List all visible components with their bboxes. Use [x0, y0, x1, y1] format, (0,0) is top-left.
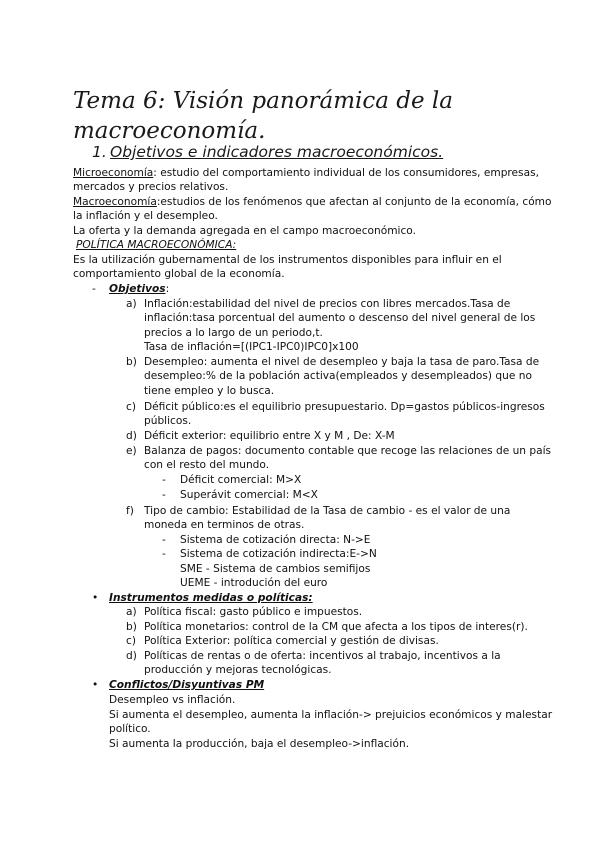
politica-def: Es la utilización gubernamental de los instrumentos disponibles para influir en el [73, 254, 502, 266]
list-item-line: tiene empleo y lo busca. [144, 385, 275, 397]
sub-item: Déficit comercial: M>X [180, 474, 302, 486]
list-marker: a) [126, 298, 137, 310]
list-marker: e) [126, 445, 137, 457]
conflictos-line: político. [109, 723, 151, 735]
politica-def-2: comportamiento global de la economía. [73, 268, 285, 280]
list-marker: b) [126, 621, 137, 633]
section-heading-text: Objetivos e indicadores macroeconómicos. [110, 143, 444, 161]
micro-line [73, 166, 539, 180]
list-item-line: Inflación:estabilidad del nivel de precios con libres mercados.Tasa de [144, 298, 511, 310]
politica-label: POLÍTICA MACROECONÓMICA: [76, 239, 237, 251]
instrumentos-bullet: • [92, 592, 99, 604]
list-marker: b) [126, 356, 137, 368]
conflictos-label: Conflictos/Disyuntivas PM [109, 679, 265, 691]
micro-term: Microeconomía [73, 167, 154, 179]
list-item-line: desempleo:% de la población activa(empleados y desempleados) que no [144, 370, 532, 382]
micro-line-2: mercados y precios relativos. [73, 181, 229, 193]
list-item-line: inflación:tasa porcentual del aumento o descenso del nivel general de los [144, 312, 536, 324]
sub-dash: - [162, 534, 166, 546]
objetivos-heading [109, 282, 169, 296]
sub-item: Sistema de cotización directa: N->E [180, 534, 371, 546]
list-item-line: producción y mejoras tecnológicas. [144, 664, 332, 676]
list-item-line: Desempleo: aumenta el nivel de desempleo y baja la tasa de paro.Tasa de [144, 356, 540, 368]
sub-item: Sistema de cotización indirecta:E->N [180, 548, 377, 560]
list-item-line: Balanza de pagos: documento contable que recoge las relaciones de un país [144, 445, 552, 457]
list-item-line: con el resto del mundo. [144, 459, 270, 471]
conflictos-line: Desempleo vs inflación. [109, 694, 236, 706]
list-marker: a) [126, 606, 137, 618]
list-item-line: públicos. [144, 415, 192, 427]
objetivos-label: Objetivos [109, 283, 166, 295]
macro-def: :estudios de los fenómenos que afectan al conjunto de la economía, cómo [156, 196, 552, 208]
sub-item: UEME - introdución del euro [180, 577, 328, 589]
list-item-line: Política monetarios: control de la CM que afecta a los tipos de interes(r). [144, 621, 528, 633]
macro-line [73, 195, 551, 209]
sub-dash: - [162, 489, 166, 501]
list-item-line: Tipo de cambio: Estabilidad de la Tasa de cambio - es el valor de una [144, 505, 511, 517]
list-marker: c) [126, 401, 136, 413]
title-line-2: macroeconomía. [73, 118, 266, 144]
macro-term: Macroeconomía [73, 196, 157, 208]
page-title [73, 86, 553, 146]
conflictos-line: Si aumenta el desempleo, aumenta la inflación-> prejuicios económicos y malestar [109, 709, 553, 721]
list-item-line: Déficit exterior: equilibrio entre X y M , De: X-M [144, 430, 395, 442]
sub-item: Superávit comercial: M<X [180, 489, 318, 501]
section-number: 1. [92, 143, 107, 161]
list-item-line: moneda en terminos de otras. [144, 519, 305, 531]
list-item-line: Políticas de rentas o de oferta: incentivos al trabajo, incentivos a la [144, 650, 501, 662]
list-item-line: precios a lo largo de un periodo,t. [144, 327, 323, 339]
list-marker: f) [126, 505, 134, 517]
conflictos-bullet: • [92, 679, 99, 691]
instrumentos-label: Instrumentos medidas o políticas: [109, 592, 313, 604]
list-item-line: Tasa de inflación=[(IPC1-IPC0)IPC0]x100 [144, 341, 359, 353]
macro-line-2: la inflación y el desempleo. [73, 210, 218, 222]
sub-dash: - [162, 474, 166, 486]
list-marker: d) [126, 650, 137, 662]
title-line-1: Tema 6: Visión panorámica de la [73, 88, 453, 114]
oferta-line: La oferta y la demanda agregada en el campo macroeconómico. [73, 225, 416, 237]
list-item-line: Política Exterior: política comercial y gestión de divisas. [144, 635, 439, 647]
list-marker: c) [126, 635, 136, 647]
sub-item: SME - Sistema de cambios semifijos [180, 563, 371, 575]
list-marker: d) [126, 430, 137, 442]
list-item-line: Política fiscal: gasto público e impuestos. [144, 606, 363, 618]
objetivos-dash: - [92, 283, 96, 295]
sub-dash: - [162, 548, 166, 560]
micro-def: : estudio del comportamiento individual de los consumidores, empresas, [153, 167, 539, 179]
conflictos-line: Si aumenta la producción, baja el desempleo->inflación. [109, 738, 410, 750]
objetivos-colon: : [165, 283, 170, 295]
list-item-line: Déficit público:es el equilibrio presupuestario. Dp=gastos públicos-ingresos [144, 401, 545, 413]
section-heading [92, 141, 443, 163]
